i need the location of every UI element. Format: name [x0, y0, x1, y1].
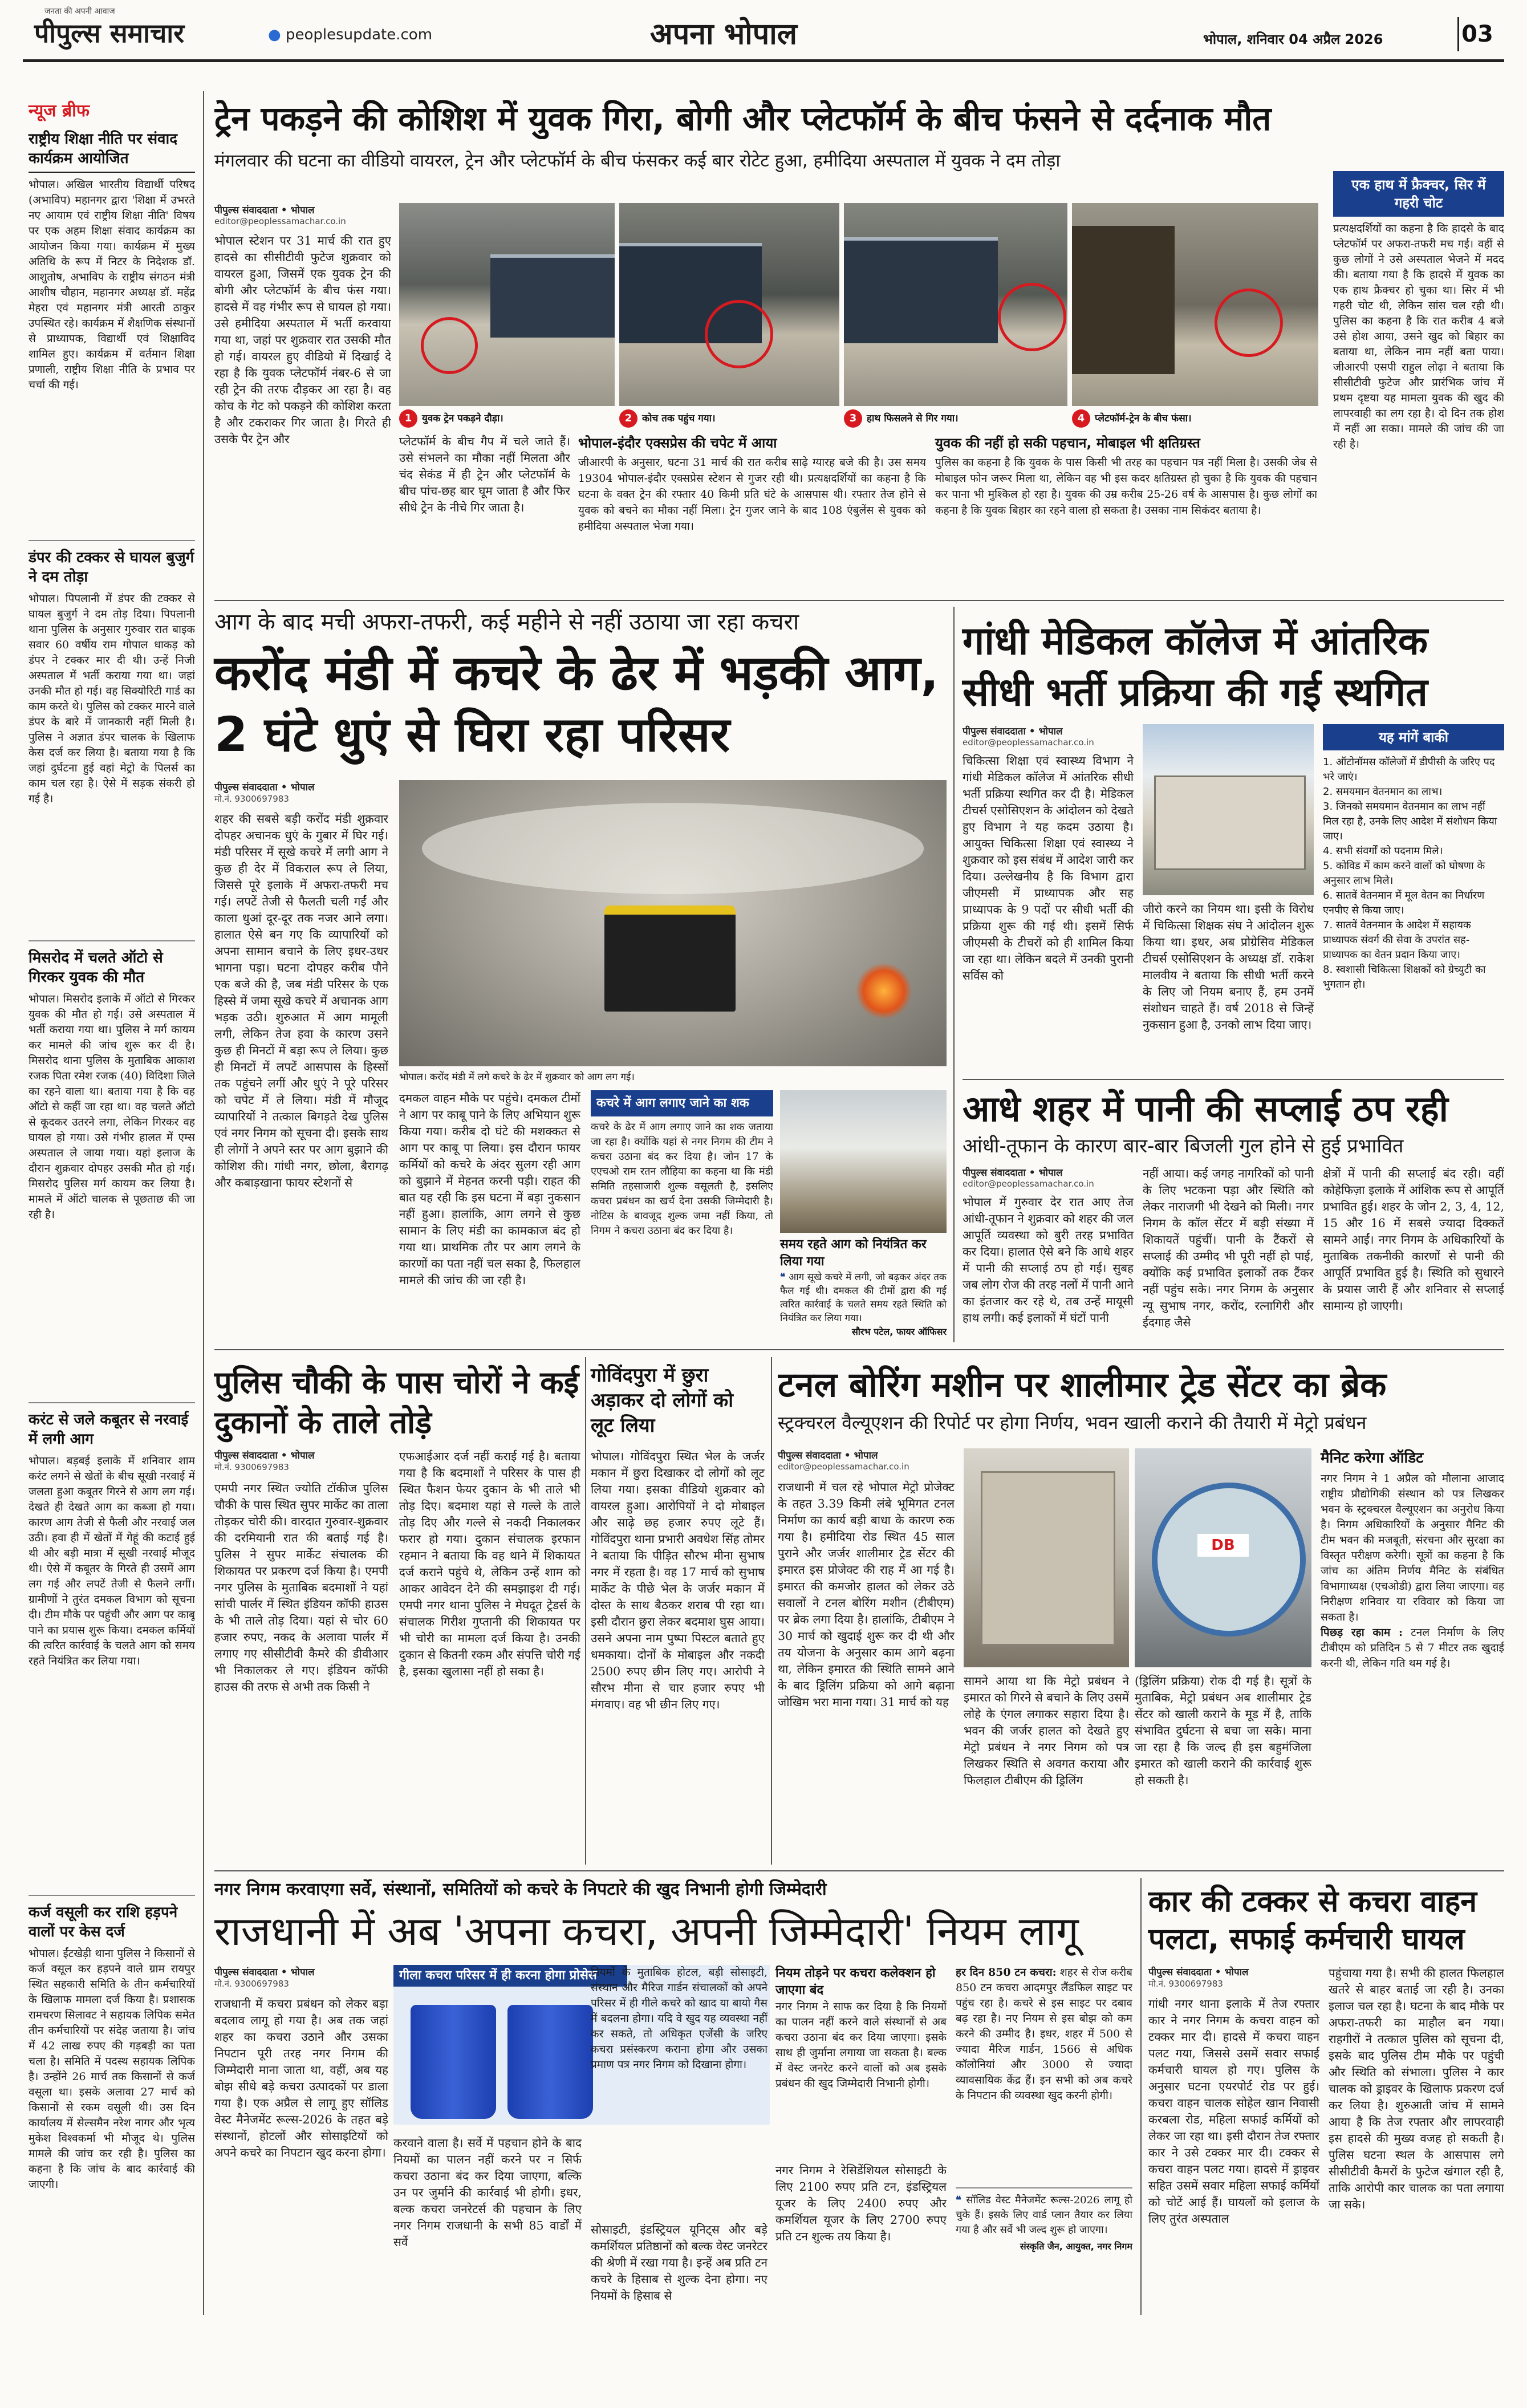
demand-item: 1. ऑटोनॉमस कॉलेजों में डीपीसी के जरिए पद भरे जाएं।	[1323, 756, 1495, 783]
fire-photo-caption: भोपाल। करोंद मंडी में लगे कचरे के ढेर में शुक्रवार को आग लग गई।	[399, 1071, 635, 1083]
train-shape	[844, 237, 998, 343]
subhead: भोपाल-इंदौर एक्सप्रेस की चपेट में आया	[578, 435, 777, 451]
brief-item	[29, 129, 195, 530]
highlight-circle	[421, 317, 478, 374]
smoke	[422, 803, 924, 894]
waste-story-headline: राजधानी में अब 'अपना कचरा, अपनी जिम्मेदारी' नियम लागू	[214, 1908, 1079, 1955]
vehicle-col2: पहुंचाया गया है। सभी की हालत फिलहाल खतरे से बाहर बताई जा रही है। उनका इलाज चल रहा है। घटना के बाद मौके पर अफरा-तफरी का माहौल बन गया। राहगीरों ने तत्काल पुलिस को सूचना दी, इसके बाद पुलिस टीम मौके पर पहुंची और स्थिति को संभाला। पुलिस ने कार चालक को ड्राइवर के खिलाफ प्रकरण दर्ज कर लिया है। शुरुआती जांच में सामने आया है कि तेज रफ्तार और लापरवाही इस हादसे की मुख्य वजह हो सकती है। पुलिस घटना स्थल के आसपास लगे सीसीटीवी कैमरों के फुटेज खंगाल रही है, ताकि आरोपी कार चालक का पता लगाया जा सके।	[1329, 1966, 1504, 2211]
water-col3: क्षेत्रों में पानी की सप्लाई बंद रही। वहीं कोहेफिज़ा इलाके में आंशिक रूप से आपूर्ति प्रभावित हुई। शहर के जोन 2, 3, 4, 12, 15 और 16 में सबसे ज्यादा दिक्कतें सामने आईं। नगर निगम के अधिकारियों के मुताबिक तकनीकी कारणों से पानी की आपूर्ति प्रभावित हुई है। स्थिति को सुधारने के प्रयास जारी हैं और शनिवार से सप्लाई सामान्य हो जाएगी।	[1323, 1167, 1504, 1313]
brief-item	[29, 1402, 195, 1885]
quote-author: सौरभ पटेल, फायर ऑफिसर	[851, 1326, 947, 1337]
brief-body: भोपाल। ईंटखेड़ी थाना पुलिस ने किसानों से कर्ज वसूल कर हड़पने वाले ग्राम रायपुर स्थित सहकारी समिति के तीन कर्मचारियों के खिलाफ मामला दर्ज किया है। प्रशासक रामचरण सिलावट ने सहायक लिपिक समेत तीन कर्मचारियों पर संदेह जताया है। जांच में 42 लाख रुपए की गड़बड़ी का पता चला है। समिति में पदस्थ सहायक लिपिक है। उन्होंने 26 मार्च तक किसानों से कर्ज वसूला था। इसके अलावा 27 मार्च को किसानों से रकम वसूली थी। उस दिन कार्यालय में सेल्समैन नरेश नागर और भृत्य मुकेश विश्वकर्मा भी मौजूद थे। पुलिस मामले की जांच कर रही है। पुलिस का कहना है कि जांच के बाद कार्रवाई की जाएगी।	[29, 1947, 195, 2191]
waste-fee-text: नगर निगम ने रेसिडेंशियल सोसाइटी के लिए 2100 रुपए प्रति टन, इंडस्ट्रियल यूजर के लिए 2400 रुपए और कमर्शियल यूजर के लिए 2700 रुपए प्रति टन शुल्क तय किया है।	[775, 2163, 947, 2243]
dustbin-pair	[411, 1999, 599, 2119]
photo-caption-4: 4 प्लेटफॉर्म-ट्रेन के बीच फंसा।	[1072, 409, 1317, 428]
wet-waste-box-body: नियमों के मुताबिक होटल, बड़ी सोसाइटी, संस्थान और मैरिज गार्डन संचालकों को अपने परिसर में ही गीले कचरे को खाद या बायो गैस में बदलना होगा। यदि वे खुद यह व्यवस्था नहीं कर सकते, तो अधिकृत एजेंसी के जरिए कचरा प्रसंस्करण कराना होगा और उसका प्रमाण पत्र नगर निगम को दिखाना होगा।	[591, 1966, 767, 2071]
box-body: कचरे के ढेर में आग लगाए जाने का शक जताया जा रहा है। क्योंकि यहां से नगर निगम की टीम ने कचरा उठाना बंद कर दिया है। जोन 17 के एएचओ राम रतन लौहिया का कहना था कि मंडी समिति तहसाजारी शुल्क वसूलती है, इसलिए कचरा प्रबंधन का खर्च देना उसकी जिम्मेदारी है। नोटिस के बावजूद शुल्क जमा नहीं किया, तो निगम ने कचरा उठाना बंद कर दिया है।	[591, 1121, 773, 1237]
horizontal-rule	[214, 1349, 1504, 1350]
column-rule	[953, 607, 955, 1342]
horizontal-rule	[214, 600, 1504, 601]
demand-item: 8. स्वशासी चिकित्सा शिक्षकों को ग्रेच्युटी का भुगतान हो।	[1323, 964, 1486, 990]
tbm-col2: सामने आया था कि मेट्रो प्रबंधन ने इमारत को गिरने से बचाने के लिए उसमें लोहे के एंगल लगाकर सहारा दिया है। भवन की जर्जर हालत को देखते हुए मेट्रो प्रबंधन ने नगर निगम को पत्र लिखकर स्थिति से अवगत कराया और फिलहाल टीबीएम की ड्रिलिंग	[964, 1674, 1129, 1787]
building-shape	[981, 1471, 1115, 1646]
gmc-byline: पीपुल्स संवाददाता • भोपाल editor@peoplessamachar.co.in	[963, 726, 1094, 748]
brief-body: भोपाल। बड़बई इलाके में शनिवार शाम करंट लगने से खेतों के बीच सूखी नरवाई में जलता हुआ कबूतर गिरने से आग लग गई। देखते ही देखते आग का कब्जा हो गया। कारण आग तेजी से फैली और नरवाई जल उठी। हवा ही में खेतों में गेहूं की कटाई हुई थी और बड़ी मात्रा में सूखी नरवाई मौजूद थी। ऐसे में कबूतर के गिरते ही उसमें आग लग गई और लपटें तेजी से फैलने लगीं। ग्रामीणों ने तुरंत दमकल विभाग को सूचना दी। टीम मौके पर पहुंची और आग पर काबू पाने का प्रयास शुरू किया। दमकल कर्मियों की त्वरित कार्रवाई के चलते आग को समय रहते नियंत्रित कर लिया गया।	[29, 1455, 195, 1667]
box-body: नगर निगम ने साफ कर दिया है कि नियमों का पालन नहीं करने वाले संस्थानों से अब कचरा उठाना बंद कर दिया जाएगा। इसके साथ ही जुर्माना लगाया जा सकता है। बल्क में वेस्ट जनरेट करने वालों को अब इसके प्रबंधन की खुद जिम्मेदारी निभानी होगी।	[775, 2000, 947, 2090]
masthead	[0, 0, 1527, 64]
cctv-frame-4	[1072, 203, 1318, 406]
tbm-label: DB	[1197, 1534, 1249, 1557]
fire-photo	[399, 780, 947, 1066]
highlight-circle	[705, 300, 773, 368]
gmc-story-headline: गांधी मेडिकल कॉलेज में आंतरिक सीधी भर्ती प्रक्रिया की गई स्थगित	[963, 619, 1428, 715]
dustbin-icon	[507, 2005, 593, 2119]
highlight-circle	[1215, 289, 1283, 357]
fire-byline: पीपुल्स संवाददाता • भोपाल मो.नं. 9300697983	[214, 782, 315, 804]
vehicle-accident-byline: पीपुल्स संवाददाता • भोपाल मो.नं. 9300697983	[1148, 1967, 1249, 1989]
train-byline: पीपुल्स संवाददाता • भोपाल editor@peoplessamachar.co.in	[214, 205, 346, 226]
fire-officer-quote	[780, 1236, 947, 1338]
demand-item: 2. समयमान वेतनमान का लाभ।	[1323, 786, 1443, 798]
theft-byline: पीपुल्स संवाददाता • भोपाल मो.नं. 9300697983	[214, 1450, 315, 1472]
brief-title: राष्ट्रीय शिक्षा नीति पर संवाद कार्यक्रम आयोजित	[29, 129, 195, 173]
audit-box-tail: पिछड़ रहा काम : टनल निर्माण के लिए टीबीएम को प्रतिदिन 5 से 7 मीटर तक खुदाई करनी थी, लेकिन गति थम गई है।	[1321, 1626, 1505, 1670]
collection-stop-box	[775, 1965, 947, 2153]
theft-story-headline: पुलिस चौकी के पास चोरों ने कई दुकानों के ताले तोड़े	[214, 1365, 579, 1440]
brief-body: भोपाल। पिपलानी में डंपर की टक्कर से घायल बुजुर्ग ने दम तोड़ दिया। पिपलानी थाना पुलिस के अनुसार गुरुवार रात बाइक सवार 60 वर्षीय राम गोपाल धाकड़ को डंपर ने टक्कर मार दी थी। उन्हें निजी अस्पताल में भर्ती कराया गया था। जहां उनकी मौत हो गई। वह सिक्योरिटी गार्ड का काम करते थे। पुलिस को टक्कर मारने वाले डंपर के बारे में जानकारी नहीं मिली है। पुलिस ने अज्ञात डंपर चालक के खिलाफ केस दर्ज कर लिया है। बताया गया है कि जहां दुर्घटना हुई वहां मेट्रो के पिलर्स का काम चल रहा है। ऐसे में सड़क संकरी हो गई है।	[29, 592, 195, 805]
train-story-headline: ट्रेन पकड़ने की कोशिश में युवक गिरा, बोगी और प्लेटफॉर्म के बीच फंसने से दर्दनाक मौत	[214, 99, 1272, 138]
water-col1: भोपाल में गुरुवार देर रात आए तेज आंधी-तूफान ने शुक्रवार को शहर की जल आपूर्ति व्यवस्था को बुरी तरह प्रभावित कर दिया। हालात ऐसे बने कि आधे शहर में पानी की सप्लाई ठप हो गई। सुबह जब लोग रोज की तरह नलों में पानी आने का इंतजार कर रहे थे, तब उन्हें मायूसी हाथ लगी। कई इलाकों में घंटों पानी	[963, 1195, 1134, 1325]
demand-item: 4. सभी संवर्गों को पदनाम मिले।	[1323, 845, 1443, 857]
brief-title: कर्ज वसूली कर राशि हड़पने वालों पर केस दर्ज	[29, 1904, 178, 1940]
waste-story-kicker: नगर निगम करवाएगा सर्वे, संस्थानों, समितियों को कचरे के निपटारे की खुद निभानी होगी जिम्मेदारी	[214, 1879, 827, 1899]
fire-story-headline: करोंद मंडी में कचरे के ढेर में भड़की आग, 2 घंटे धुएं से घिरा रहा परिसर	[214, 645, 939, 762]
box-title: नियम तोड़ने पर कचरा कलेक्शन हो जाएगा बंद	[775, 1966, 936, 1997]
waste-byline: पीपुल्स संवाददाता • भोपाल मो.नं. 9300697983	[214, 1967, 315, 1989]
photo-caption-1: 1 युवक ट्रेन पकड़ने दौड़ा।	[399, 409, 616, 428]
auto-rickshaw	[604, 905, 736, 1012]
page-number: 03	[1457, 17, 1496, 51]
newspaper-logo: पीपुल्स समाचार	[34, 18, 185, 48]
quote-icon: ❝	[956, 2194, 966, 2206]
vehicle-col1: गांधी नगर थाना इलाके में तेज रफ्तार कार ने नगर निगम के कचरा वाहन को टक्कर मार दी। हादसे में कचरा वाहन पलट गया, जिससे उसमें सवार सफाई कर्मचारी घायल हो गए। पुलिस के अनुसार घटना एयरपोर्ट रोड पर हुई। कचरा वाहन चालक सोहेल खान निवासी करबला रोड, महिला सफाई कर्मियों को लेकर जा रहा था। इसी दौरान तेज रफ्तार कार ने उसे टक्कर मार दी। टक्कर से कचरा वाहन पलट गया। हादसे में ड्राइवर सहित उसमें सवार महिला सफाई कर्मियों को चोटें आई हैं। घायलों को इलाज के लिए तुरंत अस्पताल	[1148, 1997, 1319, 2226]
gmc-col2: जीरो करने का नियम था। इसी के विरोध में चिकित्सा शिक्षक संघ ने आंदोलन शुरू किया था। इधर, अब प्रोग्रेसिव मेडिकल टीचर्स एसोसिएशन के अध्यक्ष डॉ. राकेश मालवीय ने बताया कि सीधी भर्ती करने के लिए जो नियम बनाए हैं, हम उनमें संशोधन चाहते हैं। वर्ष 2018 से जिन्हें नुकसान हुआ है, उनको लाभ दिया जाए।	[1143, 902, 1314, 1032]
box-title: गीला कचरा परिसर में ही करना होगा प्रोसेस	[393, 1965, 627, 1987]
audit-box-title: मैनिट करेगा ऑडिट	[1321, 1449, 1424, 1467]
fire-glow	[855, 963, 912, 1020]
section-title: अपना भोपाल	[650, 17, 797, 51]
tbm-machine-shape	[1152, 1483, 1306, 1637]
building-shape	[1154, 775, 1306, 870]
quote-body: ❝ सॉलिड वेस्ट मैनेजमेंट रूल्स-2026 लागू हो चुके हैं। इसके लिए वार्ड प्लान तैयार कर लिया गया है और सर्वे भी जल्द शुरू हो जाएगा।	[956, 2194, 1133, 2236]
tbm-photo-right	[1135, 1448, 1311, 1667]
audit-box-body: नगर निगम ने 1 अप्रैल को मौलाना आजाद राष्ट्रीय प्रौद्योगिकी संस्थान को पत्र लिखकर भवन के स्ट्रक्चरल वैल्यूएशन का अनुरोध किया है। निगम अधिकारियों के अनुसार मैनिट की टीम भवन की मजबूती, संरचना और सुरक्षा का विस्तृत परीक्षण करेगी। सूत्रों का कहना है कि जांच का अंतिम निर्णय मैनिट के संबंधित विभागाध्यक्ष (एचओडी) द्वारा लिया जाएगा। वह निरीक्षण शनिवार या रविवार को किया जा सकता है।	[1321, 1472, 1504, 1623]
tbm-col3: (ड्रिलिंग प्रक्रिया) रोक दी गई है। सूत्रों के मुताबिक, मेट्रो प्रबंधन अब शालीमार ट्रेड सेंटर को खाली कराने के मूड में है, ताकि संभावित दुर्घटना से बचा जा सके। माना जा रहा है कि जल्द ही इस बहुमंजिला इमारत को खाली कराने की कार्रवाई शुरू हो सकती है।	[1135, 1674, 1311, 1787]
demand-item: 7. सातवें वेतनमान के आदेश में सहायक प्राध्यापक संवर्ग की सेवा के उपरांत सह-प्राध्यापक का वेतन प्रदान किया जाए।	[1323, 919, 1471, 961]
issue-date: भोपाल, शनिवार 04 अप्रैल 2026	[1203, 31, 1383, 47]
photo-caption-2: 2 कोच तक पहुंच गया।	[619, 409, 836, 428]
waste-col3: सोसाइटी, इंडस्ट्रियल यूनिट्स और बड़े कमर्शियल प्रतिष्ठानों को बल्क वेस्ट जनरेटर की श्रेणी में रखा गया है। इन्हें अब प्रति टन कचरे के हिसाब से शुल्क देना होगा। नए नियमों के हिसाब से	[591, 2223, 767, 2303]
waste-col2: करवाने वाला है। सर्वे में पहचान होने के बाद नियमों का पालन नहीं करने पर न सिर्फ कचरा उठाना बंद कर दिया जाएगा, बल्कि उन पर जुर्माने की कार्रवाई भी होगी। इधर, बल्क कचरा जनरेटर्स की पहचान के लिए नगर निगम राजधानी के सभी 85 वार्डों में सर्वे	[393, 2136, 582, 2249]
train-col2: प्लेटफॉर्म के बीच गैप में चले जाते हैं। उसे संभलने का मौका नहीं मिलता और चंद सेकंड में ही ट्रेन और प्लेटफॉर्म के बीच पांच-छह बार घूम जाता है और फिर सीधे ट्रेन के नीचे गिर जाता है।	[399, 435, 570, 514]
horizontal-rule	[214, 1870, 1504, 1871]
cctv-frame-3	[844, 203, 1067, 406]
robbery-body: भोपाल। गोविंदपुरा स्थित भेल के जर्जर मकान में छुरा दिखाकर दो लोगों को लूट लिया गया। इसका वीडियो शुक्रवार को वायरल हुआ। आरोपियों ने दो मोबाइल और साढ़े छह हजार रुपए लूटे हैं। गोविंदपुरा थाना प्रभारी अवधेश सिंह तोमर ने बताया कि पीड़ित सौरभ मीना सुभाष नगर में रहता है। वह 17 मार्च को सुभाष मार्केट के पीछे भेल के जर्जर मकान में दोस्त के साथ बैठकर शराब पी रहा था। इसी दौरान छुरा लेकर बदमाश घुस आया। उसने अपना नाम पुष्पा पिस्टल बताते हुए धमकाया। दोनों के मोबाइल और नकदी 2500 रुपए छीन लिए गए। आरोपी ने सौरभ मीना से चार हजार रुपए भी मंगवाए। वह भी छीन लिए गए।	[591, 1449, 765, 1711]
theft-col2: एफआईआर दर्ज नहीं कराई गई है। बताया गया है कि बदमाशों ने परिसर के पास ही स्थित फैशन फेयर दुकान के भी ताले भी तोड़ दिए। बदमाश यहां से गल्ले के ताले तोड़ दिए और गल्ले से नकदी निकालकर फरार हो गया। दुकान संचालक इरफान रहमान ने बताया कि वह थाने में शिकायत दर्ज कराने पहुंचे थे, लेकिन उन्हें शाम को आकर आवेदन देने की समझाइश दी गई। एमपी नगर थाना पुलिस ने मेघदूत ट्रेडर्स के संचालक गिरीश गुप्तानी की शिकायत पर भी चोरी का मामला दर्ज किया है। उनकी दुकान से कितनी रकम और संपत्ति चोरी गई है, इसका खुलासा नहीं हो सका है।	[399, 1449, 580, 1678]
manit-audit-box	[1321, 1448, 1504, 1862]
box-body: हर दिन 850 टन कचरा: शहर से रोज करीब 850 टन कचरा आदमपुर लैंडफिल साइट पर पहुंच रहा है। कचरे से इस साइट पर दबाव बढ़ रहा है। नए नियम से इस बोझ को कम करने की उम्मीद है। इधर, शहर में 500 से ज्यादा मैरिज गार्डन, 1566 से अधिक कॉलोनियां और 3000 से ज्यादा व्यावसायिक केंद्र हैं। इन सभी को अब कचरे के निपटान की व्यवस्था खुद करनी होगी।	[956, 1966, 1132, 2102]
water-story-deck: आंधी-तूफान के कारण बार-बार बिजली गुल होने से हुई प्रभावित	[963, 1135, 1404, 1158]
train-sidebar-box	[1333, 171, 1504, 593]
quote-title: समय रहते आग को नियंत्रित कर लिया गया	[780, 1237, 927, 1269]
masthead-tagline: जनता की अपनी आवाज	[44, 7, 115, 16]
brief-title: मिसरोद में चलते ऑटो से गिरकर युवक की मौत	[29, 949, 163, 986]
column-rule	[771, 1357, 772, 1865]
masthead-rule	[23, 59, 1504, 62]
dustbin-icon	[411, 2005, 496, 2119]
vehicle-accident-headline: कार की टक्कर से कचरा वाहन पलटा, सफाई कर्मचारी घायल	[1148, 1885, 1477, 1956]
tbm-byline: पीपुल्स संवाददाता • भोपाल editor@peoplessamachar.co.in	[778, 1450, 909, 1472]
water-story-headline: आधे शहर में पानी की सप्लाई ठप रही	[963, 1088, 1448, 1130]
train-col3-text: जीआरपी के अनुसार, घटना 31 मार्च की रात करीब साढ़े ग्यारह बजे की है। उस समय 19304 भोपाल-इंदौर एक्सप्रेस स्टेशन से गुजर रही थी। प्रत्यक्षदर्शियों का कहना है कि घटना के वक्त ट्रेन की रफ्तार 40 किमी प्रति घंटे के आसपास थी। रफ्तार तेज होने से युवक को बचने का मौका नहीं मिला। ट्रेन गुजर जाने के बाद 108 एंबुलेंस से युवक को हमीदिया अस्पताल भेजा गया।	[578, 456, 926, 533]
brief-title: डंपर की टक्कर से घायल बुजुर्ग ने दम तोड़ा	[29, 549, 194, 586]
cctv-frame-1	[399, 203, 615, 406]
subhead: युवक की नहीं हो सकी पहचान, मोबाइल भी क्षतिग्रस्त	[935, 435, 1200, 451]
website: ● peoplesupdate.com	[268, 26, 433, 43]
demands-box-title: यह मांगें बाकी	[1323, 724, 1504, 750]
sidebar-box-title: एक हाथ में फ्रैक्चर, सिर में गहरी चोट	[1333, 171, 1504, 217]
water-col2: नहीं आया। कई जगह नागरिकों को पानी के लिए भटकना पड़ा और स्थिति को लेकर नाराजगी भी देखने को मिली। नगर निगम के कॉल सेंटर में बड़ी संख्या में शिकायतें पहुंचीं। पानी के टैंकरों से सप्लाई की उम्मीद भी पूरी नहीं हो पाई, क्योंकि कई प्रभावित इलाकों तक टैंकर नहीं पहुंच सके। नगर निगम के अनुसार न्यू सुभाष नगर, करोंद, रत्नागिरी और ईदगाह जैसे	[1143, 1167, 1314, 1329]
news-brief-column	[29, 98, 195, 2310]
fire-col1: शहर की सबसे बड़ी करोंद मंडी शुक्रवार दोपहर अचानक धुएं के गुबार में घिर गई। मंडी परिसर में सूखे कचरे में लगी आग ने कुछ ही देर में विकराल रूप ले लिया, जिससे पूरे इलाके में अफरा-तफरी मच गई। लपटें तेजी से फैलती चली गईं और काला धुआं दूर-दूर तक नजर आने लगा। हालात ऐसे बन गए कि व्यापारियों को अपना सामान बचाने के लिए इधर-उधर भागना पड़ा। घटना दोपहर करीब पौने एक बजे की है, जब मंडी परिसर के एक हिस्से में जमा सूखे कचरे में अचानक आग भड़क उठी। शुरुआत में आग मामूली लगी, लेकिन तेज हवा के कारण उसने कुछ ही मिनटों में बड़ा रूप ले लिया। कुछ ही मिनटों में लपटें आसपास के हिस्सों तक पहुंचने लगीं और धुएं ने पूरे परिसर को चपेट में ले लिया। मंडी में मौजूद व्यापारियों ने तत्काल बिगड़ते देख पुलिस एवं नगर निगम को सूचना दी। इसके साथ ही लोगों ने अपने स्तर पर आग बुझाने की कोशिश की। गांधी नगर, छोला, बैरागढ़ और कबाड़खाना फायर स्टेशनों से	[214, 812, 388, 1189]
train-story-deck: मंगलवार की घटना का वीडियो वायरल, ट्रेन और प्लेटफॉर्म के बीच फंसकर कई बार रोटेट हुआ, हमीदिया अस्पताल में युवक ने दम तोड़ा	[214, 151, 1061, 171]
theft-col1: एमपी नगर स्थित ज्योति टॉकीज पुलिस चौकी के पास स्थित सुपर मार्केट का ताला तोड़कर चोरी की। वारदात गुरुवार-शुक्रवार की दरमियानी रात की बताई गई है। पुलिस ने सुपर मार्केट संचालक की शिकायत पर प्रकरण दर्ज किया है। एमपी नगर पुलिस के मुताबिक बदमाशों ने यहां सांची पार्लर में स्थित इंडियन कॉफी हाउस के भी ताले तोड़ दिया। यहां से चोर 60 हजार रुपए, नकद के अलावा पार्लर में लगाए गए सीसीटीवी कैमरे की डीवीआर भी निकालकर ले गए। इंडियन कॉफी हाउस की तरफ से अभी तक किसी ने	[214, 1481, 388, 1694]
train-col1: भोपाल स्टेशन पर 31 मार्च की रात हुए हादसे का सीसीटीवी फुटेज शुक्रवार को वायरल हुआ, जिसमें एक युवक ट्रेन की बोगी और प्लेटफॉर्म के बीच फंस गया। हादसे में वह गंभीर रूप से घायल हो गया। उसे हमीदिया अस्पताल में भर्ती करवाया गया था, जहां पर शुक्रवार रात उसकी मौत हो गई। वायरल हुए वीडियो में दिखाई दे रहा है कि युवक प्लेटफॉर्म नंबर-6 से जा रही ट्रेन की तरफ दौड़कर आ रहा है। वह कोच के गेट को पकड़ने की कोशिश करता है और टकराकर गिर जाता है। गिरते ही उसके पैर ट्रेन और	[214, 234, 391, 446]
commissioner-quote	[956, 2187, 1132, 2252]
demands-box	[1323, 724, 1504, 1078]
column-rule	[1140, 1878, 1142, 2315]
smoke-photo	[780, 1090, 947, 1233]
brief-item	[29, 1895, 195, 2408]
highlight-circle	[998, 283, 1066, 351]
tbm-photo-left	[964, 1448, 1129, 1667]
fire-suspect-box	[591, 1090, 773, 1341]
demand-item: 5. कोविड में काम करने वालों को घोषणा के अनुसार लाभ मिले।	[1323, 860, 1485, 887]
brief-body: भोपाल। अखिल भारतीय विद्यार्थी परिषद (अभाविप) महानगर द्वारा 'शिक्षा में उभरते नए आयाम एवं राष्ट्रीय शिक्षा नीति' विषय पर एक अहम शिक्षा संवाद कार्यक्रम का आयोजन किया गया। कार्यक्रम में मुख्य अतिथि के रूप में निटर के निदेशक डॉ. आशुतोष, अभाविप के राष्ट्रीय संगठन मंत्री आशीष चौहान, महानगर अध्यक्ष डॉ. महेंद्र मेहरा एवं महानगर मंत्री आरती ठाकुर उपस्थित रहे। कार्यक्रम में शैक्षणिक संस्थानों से प्राध्यापक, विद्यार्थी एवं शिक्षाविद शामिल हुए। कार्यक्रम में वर्तमान शिक्षा प्रणाली, राष्ट्रीय शिक्षा नीति के प्रभाव पर चर्चा की गई।	[29, 178, 195, 391]
box-title: कचरे में आग लगाए जाने का शक	[591, 1090, 773, 1116]
horizontal-rule	[963, 1079, 1504, 1080]
globe-icon: ●	[268, 26, 286, 43]
demand-item: 3. जिनको समयमान वेतनमान का लाभ नहीं मिल रहा है, उनके लिए आदेश में संशोधन किया जाए।	[1323, 801, 1497, 842]
train-shape	[1072, 226, 1175, 374]
column-rule	[585, 1357, 586, 1865]
train-col3	[578, 433, 926, 578]
gmc-col1: चिकित्सा शिक्षा एवं स्वास्थ्य विभाग ने गांधी मेडिकल कॉलेज में आंतरिक सीधी भर्ती प्रक्रिया स्थगित कर दी है। मेडिकल टीचर्स एसोसिएशन के आंदोलन को देखते हुए विभाग ने यह कदम उठाया है। आयुक्त चिकित्सा शिक्षा एवं स्वास्थ्य ने शुक्रवार को इस संबंध में आदेश जारी कर दिया। उल्लेखनीय है कि विभाग द्वारा जीएमसी में प्राध्यापक और सह प्राध्यापक के 9 पदों पर सीधी भर्ती की प्रक्रिया शुरू की गई थी। इसमें सिर्फ जीएमसी के टीचरों को ही शामिल किया जा रहा था। लेकिन बदले में उनकी पुरानी सर्विस को	[963, 754, 1134, 982]
demands-list	[1323, 755, 1504, 992]
news-brief-header: न्यूज ब्रीफ	[29, 101, 90, 121]
daily-waste-box	[956, 1965, 1132, 2182]
demand-item: 6. सातवें वेतनमान में मूल वेतन का निर्धारण एनपीए से किया जाए।	[1323, 890, 1485, 916]
tbm-col1: राजधानी में चल रहे भोपाल मेट्रो प्रोजेक्ट के तहत 3.39 किमी लंबे भूमिगत टनल निर्माण का कार्य बड़ी बाधा के कारण रुक गया है। हमीदिया रोड स्थित 45 साल पुराने और जर्जर शालीमार ट्रेड सेंटर की इमारत इस प्रोजेक्ट की राह में आ गई है। इमारत की कमजोर हालत को लेकर उठे सवालों ने टनल बोरिंग मशीन (टीबीएम) पर ब्रेक लगा दिया है। हालांकि, टीबीएम ने 30 मार्च को खुदाई शुरू कर दी थी और तय योजना के अनुसार काम आगे बढ़ना था, लेकिन इमारत की स्थिति सामने आने के बाद ड्रिलिंग प्रक्रिया को आगे बढ़ाना जोखिम भरा माना गया। 31 मार्च को यह	[778, 1480, 955, 1709]
train-col4	[935, 433, 1317, 578]
tbm-story-deck: स्ट्रक्चरल वैल्यूएशन की रिपोर्ट पर होगा निर्णय, भवन खाली कराने की तैयारी में मेट्रो प्रबंधन	[778, 1412, 1367, 1434]
quote-icon: ❝	[780, 1272, 789, 1283]
quote-author: संस्कृति जैन, आयुक्त, नगर निगम	[1020, 2241, 1132, 2252]
brief-title: करंट से जले कबूतर से नरवाई में लगी आग	[29, 1411, 189, 1448]
brief-body: भोपाल। मिसरोद इलाके में ऑटो से गिरकर युवक की मौत हो गई। उसे अस्पताल में भर्ती कराया गया था। पुलिस ने मर्ग कायम कर मामले की जांच शुरू कर दी है। मिसरोद थाना पुलिस के मुताबिक आकाश रजक पिता रमेश रजक (40) विदिशा जिले का रहने वाला था। बताया गया है कि वह ऑटो से कहीं जा रहा था। वह चलते ऑटो से कूदकर उतरने लगा, लेकिन गिरकर वह घायल हो गया। उसे गंभीर हालत में एम्स अस्पताल ले जाया गया। यहां इलाज के दौरान शुक्रवार दोपहर उसकी मौत हो गई। मिसरोद पुलिस मर्ग कायम कर लिया है। मामले में ऑटो चालक से पूछताछ की जा रही है।	[29, 993, 195, 1221]
water-byline: पीपुल्स संवाददाता • भोपाल editor@peoplessamachar.co.in	[963, 1167, 1094, 1189]
waste-col1: राजधानी में कचरा प्रबंधन को लेकर बड़ा बदलाव लागू हो गया है। अब तक जहां शहर का कचरा उठाने और उसका निपटान पूरी तरह नगर निगम की जिम्मेदारी माना जाता था, वहीं, अब यह बोझ सीधे बड़े कचरा उत्पादकों पर डाला गया है। एक अप्रैल से लागू हुए सॉलिड वेस्ट मैनेजमेंट रूल्स-2026 के तहत बड़े संस्थानों, होटलों और सोसाइटियों को अपने कचरे का निपटान खुद करना होगा।	[214, 1997, 388, 2159]
photo-caption-3: 3 हाथ फिसलने से गिर गया।	[844, 409, 1066, 428]
fire-story-kicker: आग के बाद मची अफरा-तफरी, कई महीने से नहीं उठाया जा रहा कचरा	[214, 609, 799, 635]
brief-item	[29, 540, 195, 930]
train-col4-text: पुलिस का कहना है कि युवक के पास किसी भी तरह का पहचान पत्र नहीं मिला है। उसकी जेब से मोबाइल फोन जरूर मिला था, लेकिन वह भी इस कदर क्षतिग्रस्त हो चुका है कि युवक की पहचान कर पाना भी मुश्किल हो रहा है। युवक की उम्र करीब 25-26 वर्ष के आसपास है। कुछ लोगों का कहना है कि युवक बिहार का रहने वाला हो सकता है। उसका नाम सिकंदर बताया है।	[935, 456, 1317, 517]
tbm-story-headline: टनल बोरिंग मशीन पर शालीमार ट्रेड सेंटर का ब्रेक	[778, 1365, 1387, 1405]
column-rule	[203, 91, 204, 2315]
train-shape	[490, 254, 615, 338]
quote-body: ❝ आग सूखे कचरे में लगी, जो बढ़कर अंदर तक फैल गई थी। दमकल की टीमों द्वारा की गई त्वरित कार्रवाई के चलते समय रहते स्थिति को नियंत्रित कर लिया गया।	[780, 1272, 947, 1324]
robbery-story-headline: गोविंदपुरा में छुरा अड़ाकर दो लोगों को लूट लिया	[591, 1364, 734, 1437]
fire-col2: दमकल वाहन मौके पर पहुंचे। दमकल टीमों ने आग पर काबू पाने के लिए अभियान शुरू किया गया। करीब दो घंटे की मशक्कत से आग पर काबू पा लिया। इस दौरान फायर कर्मियों को कचरे के अंदर सुलग रही आग को बुझाने में मेहनत करनी पड़ी। राहत की बात यह रही कि इस घटना में बड़ा नुकसान नहीं हुआ। हालांकि, आग लगने से कुछ सामान के लिए मंडी का कामकाज बंद हो गया था। प्राथमिक तौर पर आग लगने के कारणों का पता नहीं चल सका है, फिलहाल मामले की जांच की जा रही है।	[399, 1091, 580, 1287]
brief-item	[29, 940, 195, 1392]
sidebar-box-body: प्रत्यक्षदर्शियों का कहना है कि हादसे के बाद प्लेटफॉर्म पर अफरा-तफरी मच गई। वहीं से कुछ लोगों ने उसे अस्पताल भेजने में मदद की। बताया गया है कि हादसे में युवक का एक हाथ फ्रैक्चर हो चुका था। सिर में भी गहरी चोट थी, लेकिन सांस चल रही थी। पुलिस का कहना है कि रात करीब 4 बजे उसे होश आया, उसने खुद को बिहार का बताया था, लेकिन नाम नहीं बता पाया। जीआरपी एसपी राहुल लोढ़ा ने बताया कि सीसीटीवी फुटेज और प्रारंभिक जांच में प्रथम दृष्टया यह मामला युवक की खुद की लापरवाही का लग रहा है। दो दिन तक होश में नहीं आ सका। मामले की जांच की जा रही है।	[1333, 222, 1504, 450]
cctv-frame-2	[619, 203, 839, 406]
gmc-building-photo	[1143, 724, 1314, 895]
